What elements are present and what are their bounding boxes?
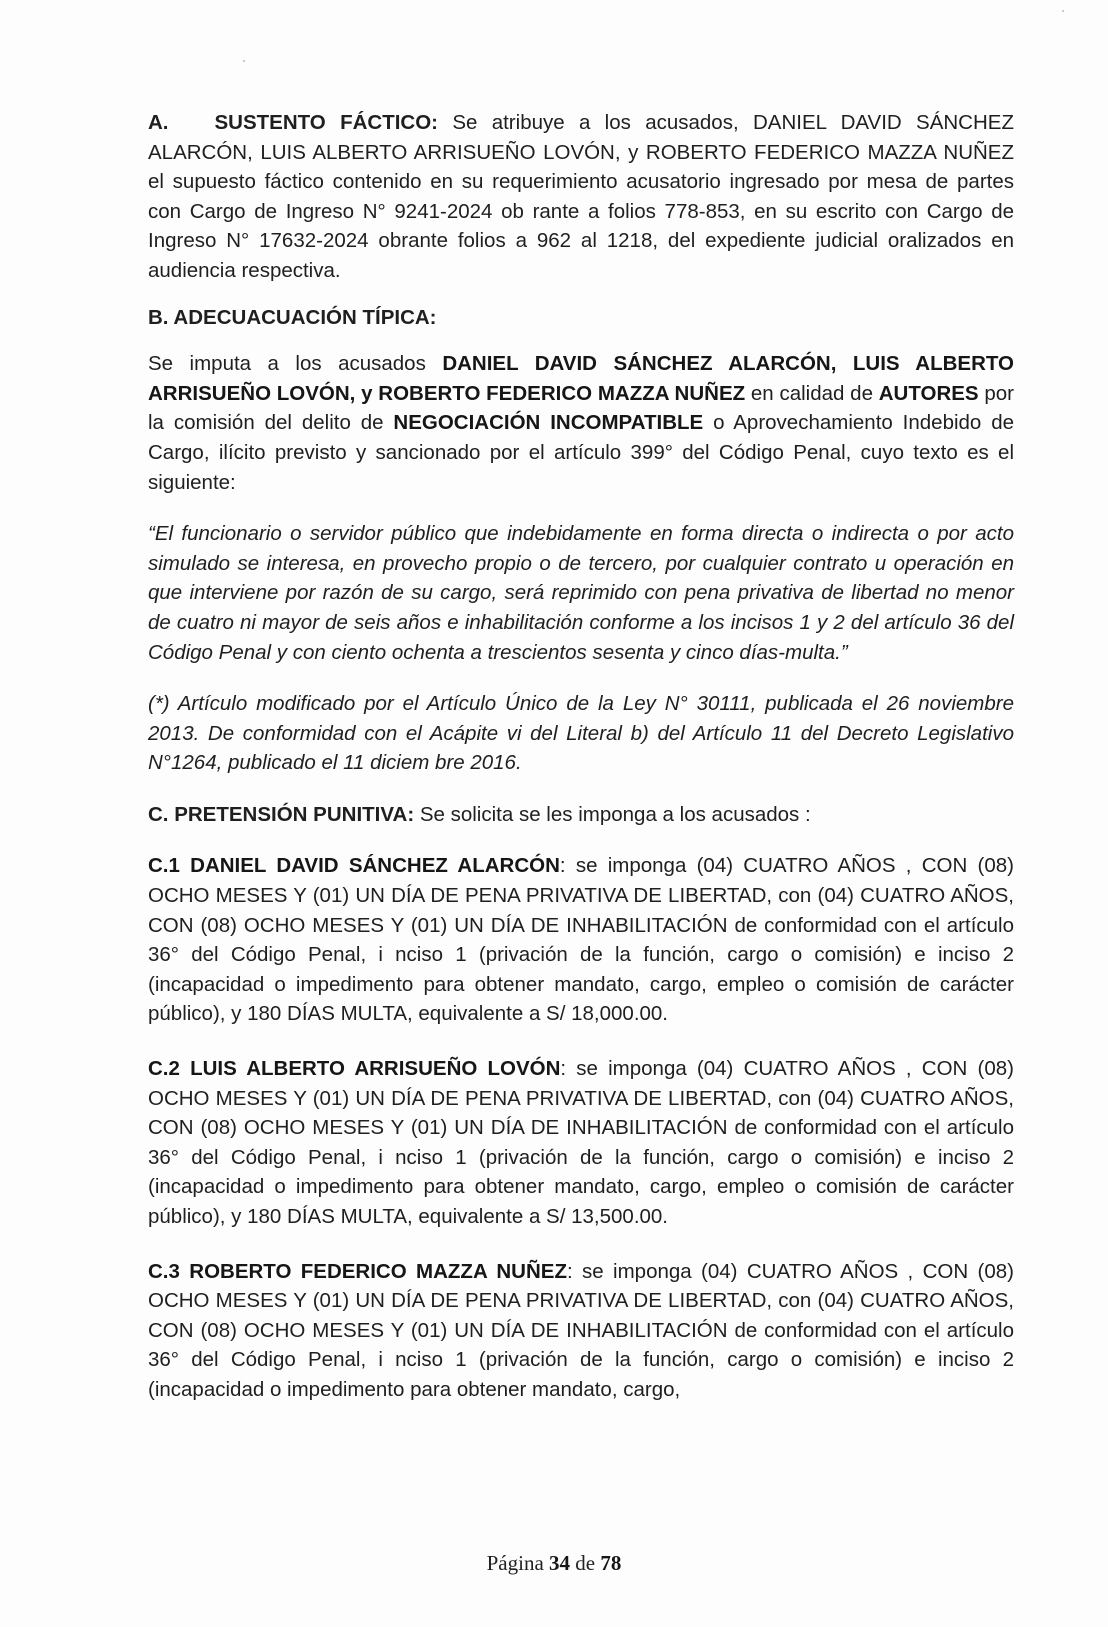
scan-speck bbox=[1062, 10, 1064, 12]
sentence-item-label: C.3 ROBERTO FEDERICO MAZZA NUÑEZ bbox=[148, 1259, 567, 1283]
footer-prefix: Página bbox=[486, 1551, 550, 1575]
intro-text: en calidad de bbox=[745, 381, 879, 405]
section-c-heading: C. PRETENSIÓN PUNITIVA: bbox=[148, 802, 415, 826]
accused-names: DANIEL DAVID SÁNCHEZ ALARCÓN, LUIS ALBERTO ARRISUEÑO LOVÓN, y ROBERTO FEDERICO MAZZA NUÑEZ bbox=[148, 352, 1014, 405]
sentence-item bbox=[148, 1257, 1014, 1405]
section-b-heading: B. ADECUACUACIÓN TÍPICA: bbox=[148, 305, 437, 329]
section-a-paragraph bbox=[148, 108, 1014, 286]
article-quote: “El funcionario o servidor público que indebidamente en forma directa o indirecta o por acto simulado se interesa, en provecho propio o de tercero, por cualquier contrato u operación en que interviene por razón de su cargo, será reprimido con pena privativa de libertad no menor de cuatro ni mayor de seis años e inhabilitación conforme a los incisos 1 y 2 del artículo 36 del Código Penal y con ciento ochenta a trescientos sesenta y cinco días-multa.” bbox=[148, 522, 1014, 664]
intro-text: o Aprovechamiento Indebido de Cargo, ilícito previsto y sancionado por el artículo 399° del Código Penal, cuyo texto es el siguiente: bbox=[148, 411, 1015, 494]
sentence-item bbox=[148, 851, 1014, 1029]
sentence-item bbox=[148, 1054, 1014, 1232]
total-page-number: 78 bbox=[600, 1551, 622, 1575]
section-c-paragraph bbox=[148, 800, 1014, 830]
intro-text: Se imputa a los acusados bbox=[148, 352, 443, 376]
sentence-item-label: C.2 LUIS ALBERTO ARRISUEÑO LOVÓN bbox=[148, 1057, 561, 1081]
section-a-text: Se atribuye a los acusados, DANIEL DAVID SÁNCHEZ ALARCÓN, LUIS ALBERTO ARRISUEÑO LOVÓN, y ROBERTO FEDERICO MAZZA NUÑEZ el supuesto fáctico contenido en su requerimiento acusatorio ingresado por mesa de partes con Cargo de Ingreso N° 9241-2024 ob rante a folios 778-853, en su escrito con Cargo de Ingreso N° 17632-2024 obrante folios a 962 al 1218, del expediente judicial oralizados en audiencia respectiva. bbox=[148, 111, 1014, 282]
sentence-item-label: C.1 DANIEL DAVID SÁNCHEZ ALARCÓN bbox=[148, 854, 560, 878]
sentence-item-text: : se imponga (04) CUATRO AÑOS , CON (08) OCHO MESES Y (01) UN DÍA DE PENA PRIVATIVA DE LIBERTAD, con (04) CUATRO AÑOS, CON (08) OCHO MESES Y (01) UN DÍA DE INHABILITACIÓN de conformidad con el artículo 36° del Código Penal, i nciso 1 (privación de la función, cargo o comisión) e inciso 2 (incapacidad o impedimento para obtener mandato, cargo, bbox=[148, 1259, 1014, 1401]
current-page-number: 34 bbox=[549, 1551, 571, 1575]
sentence-item-text: : se imponga (04) CUATRO AÑOS , CON (08) OCHO MESES Y (01) UN DÍA DE PENA PRIVATIVA DE LIBERTAD, con (04) CUATRO AÑOS, CON (08) OCHO MESES Y (01) UN DÍA DE INHABILITACIÓN de conformidad con el artículo 36° del Código Penal, i nciso 1 (privación de la función, cargo o comisión) e inciso 2 (incapacidad o impedimento para obtener mandato, cargo, empleo o comisión de carácter público), y 180 DÍAS MULTA, equivalente a S/ 13,500.00. bbox=[148, 1057, 1014, 1228]
section-a-letter: A. bbox=[148, 111, 169, 134]
authors-label: AUTORES bbox=[878, 381, 979, 405]
scan-speck bbox=[243, 60, 245, 62]
crime-name: NEGOCIACIÓN INCOMPATIBLE bbox=[393, 411, 704, 435]
section-c-intro: Se solicita se les imponga a los acusados : bbox=[414, 802, 811, 826]
section-b-intro bbox=[148, 349, 1014, 497]
page-footer bbox=[0, 1551, 1108, 1576]
intro-text: por la comisión del delito de bbox=[148, 381, 1014, 435]
article-note: (*) Artículo modificado por el Artículo Único de la Ley N° 30111, publicada el 26 noviembre 2013. De conformidad con el Acápite vi del Literal b) del Artículo 11 del Decreto Legislativo N°1264, publicado el 11 diciem bre 2016. bbox=[148, 692, 1014, 775]
sentence-item-text: : se imponga (04) CUATRO AÑOS , CON (08) OCHO MESES Y (01) UN DÍA DE PENA PRIVATIVA DE LIBERTAD, con (04) CUATRO AÑOS, CON (08) OCHO MESES Y (01) UN DÍA DE INHABILITACIÓN de conformidad con el artículo 36° del Código Penal, i nciso 1 (privación de la función, cargo o comisión) e inciso 2 (incapacidad o impedimento para obtener mandato, cargo, empleo o comisión de carácter público), y 180 DÍAS MULTA, equivalente a S/ 18,000.00. bbox=[148, 854, 1014, 1026]
document-body bbox=[148, 108, 1014, 1405]
section-a-heading: SUSTENTO FÁCTICO: bbox=[214, 111, 438, 134]
footer-middle: de bbox=[570, 1551, 601, 1575]
